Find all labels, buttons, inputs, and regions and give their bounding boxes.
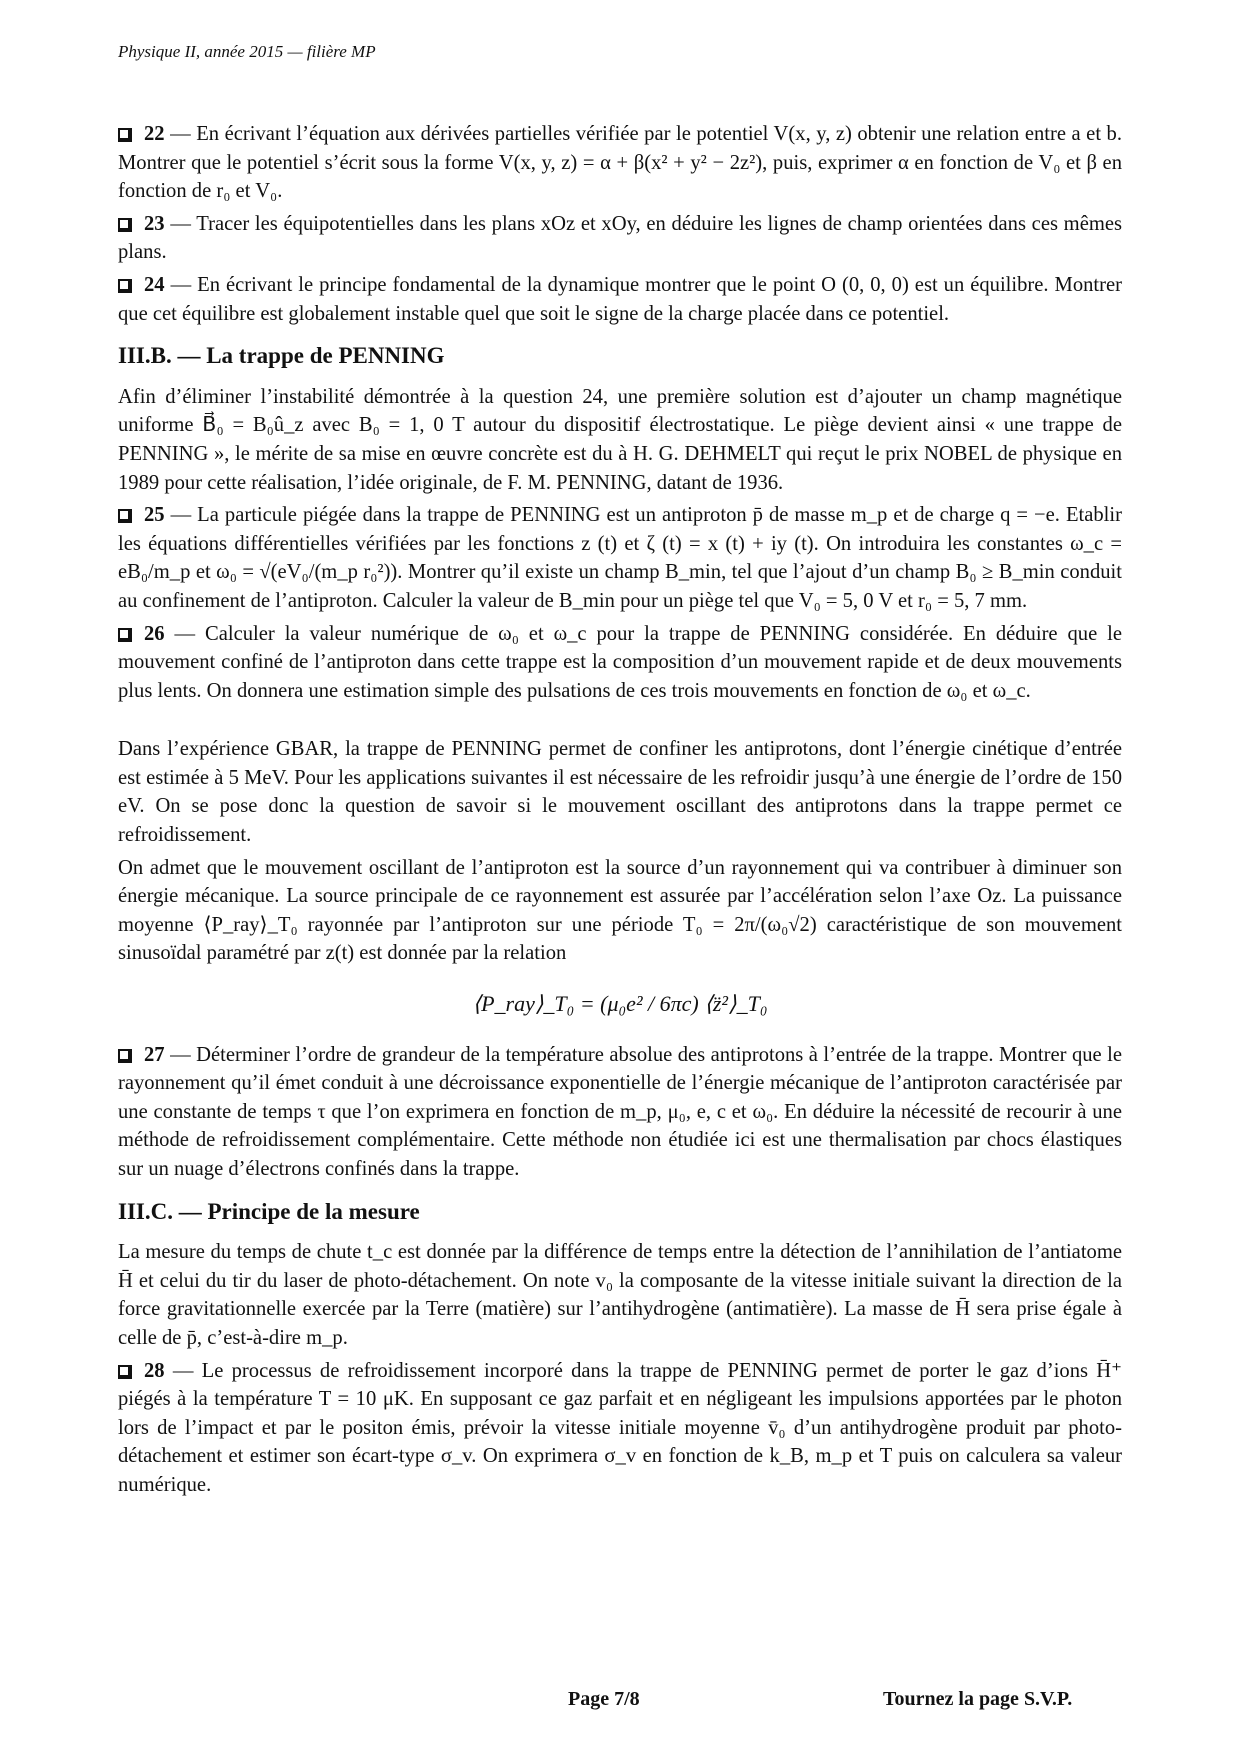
checkbox-icon bbox=[118, 509, 132, 523]
running-header: Physique II, année 2015 — filière MP bbox=[118, 42, 376, 61]
question-number: 27 bbox=[144, 1043, 165, 1066]
question-text: — La particule piégée dans la trappe de PENNING est un antiproton p̄ de masse m_p et de charge q = −e. Etablir les équations différentielles vérifiées par les fonctions z (t) et ζ (t) = x (t) + iy (t). On introduira les constantes ω_c = eB₀/m_p et ω₀ = √(eV₀/(m_p r₀²)). Montrer qu’il existe un champ B_min, tel que l’ajout d’un champ B₀ ≥ B_min conduit au confinement de l’antiproton. Calculer la valeur de B_min pour un piège tel que V₀ = 5, 0 V et r₀ = 5, 7 mm. bbox=[118, 504, 1122, 612]
question-text: — En écrivant l’équation aux dérivées partielles vérifiée par le potentiel V(x, y, z) obtenir une relation entre a et b. Montrer que le potentiel s’écrit sous la forme V(x, y, z) = α + β(x² + y² − 2z²), puis, exprimer α en fonction de V₀ et β en fonction de r₀ et V₀. bbox=[118, 123, 1122, 203]
checkbox-icon bbox=[118, 279, 132, 293]
question-27 bbox=[118, 1041, 1122, 1184]
section-heading-iii-c: III.C. — Principe de la mesure bbox=[118, 1198, 420, 1224]
checkbox-icon bbox=[118, 218, 132, 232]
question-number: 22 bbox=[144, 123, 165, 145]
paragraph-measurement: La mesure du temps de chute t_c est donnée par la différence de temps entre la détection de l’annihilation de l’antiatome H̄ et celui du tir du laser de photo-détachement. On note v₀ la composante de la vitesse initiale suivant la direction de la force gravitationnelle exercée par la Terre (matière) sur l’antihydrogène (antimatière). La masse de H̄ sera prise égale à celle de p̄, c’est-à-dire m_p. bbox=[118, 1241, 1122, 1349]
spacer bbox=[118, 709, 1122, 735]
question-text: — Tracer les équipotentielles dans les plans xOz et xOy, en déduire les lignes de champ orientées dans ces mêmes plans. bbox=[118, 212, 1123, 264]
question-24 bbox=[118, 271, 1122, 328]
question-number: 26 bbox=[144, 622, 165, 645]
turn-page-note: Tournez la page S.V.P. bbox=[883, 1688, 1073, 1710]
paragraph-gbar: Dans l’expérience GBAR, la trappe de PENNING permet de confiner les antiprotons, dont l’énergie cinétique d’entrée est estimée à 5 MeV. Pour les applications suivantes il est nécessaire de les refroidir jusqu’à une énergie de l’ordre de 150 eV. On se pose donc la question de savoir si le mouvement oscillant des antiprotons dans la trappe permet ce refroidissement. bbox=[118, 738, 1122, 847]
question-number: 24 bbox=[144, 273, 165, 296]
question-text: — En écrivant le principe fondamental de la dynamique montrer que le point O (0, 0, 0) est un équilibre. Montrer que cet équilibre est globalement instable quel que soit le signe de la charge placée dans ce potentiel. bbox=[118, 273, 1123, 325]
question-26 bbox=[118, 620, 1122, 706]
section-heading-iii-b: III.B. — La trappe de PENNING bbox=[118, 343, 445, 369]
checkbox-icon bbox=[118, 628, 132, 642]
question-text: — Le processus de refroidissement incorporé dans la trappe de PENNING permet de porter le gaz d’ions H̄⁺ piégés à la température T = 10 μK. En supposant ce gaz parfait et en négligeant les impulsions apportées par le photon lors de l’impact et par le positon émis, prévoir la vitesse initiale moyenne v̄₀ d’un antihydrogène produit par photo-détachement et estimer son écart-type σ_v. On exprimera σ_v en fonction de k_B, m_p et T puis on calculera sa valeur numérique. bbox=[118, 1359, 1123, 1496]
paragraph-penning-intro: Afin d’éliminer l’instabilité démontrée à la question 24, une première solution est d’ajouter un champ magnétique uniforme B⃗₀ = B₀û_z avec B₀ = 1, 0 T autour du dispositif électrostatique. Le piège devient ainsi « une trappe de PENNING », le mérite de sa mise en œuvre concrète est du à H. G. DEHMELT qui reçut le prix NOBEL de physique en 1989 pour cette réalisation, l’idée originale, de F. M. PENNING, datant de 1936. bbox=[118, 385, 1122, 494]
checkbox-icon bbox=[118, 128, 132, 142]
question-25 bbox=[118, 501, 1122, 615]
radiated-power-equation: ⟨P_ray⟩_T₀ = (μ₀e² / 6πc) ⟨z̈²⟩_T₀ bbox=[472, 991, 768, 1017]
page-content bbox=[118, 120, 1122, 1504]
question-number: 28 bbox=[144, 1359, 165, 1382]
question-text: — Calculer la valeur numérique de ω₀ et ω_c pour la trappe de PENNING considérée. En déduire que le mouvement confiné de l’antiproton dans cette trappe est la composition d’un mouvement rapide et de deux mouvements plus lents. On donnera une estimation simple des pulsations de ces trois mouvements en fonction de ω₀ et ω_c. bbox=[118, 622, 1122, 702]
question-23 bbox=[118, 210, 1122, 267]
checkbox-icon bbox=[118, 1365, 132, 1379]
question-22 bbox=[118, 120, 1122, 206]
question-number: 23 bbox=[144, 212, 165, 235]
paragraph-radiation: On admet que le mouvement oscillant de l’antiproton est la source d’un rayonnement qui va contribuer à diminuer son énergie mécanique. La source principale de ce rayonnement est assurée par l’accélération selon l’axe Oz. La puissance moyenne ⟨P_ray⟩_T₀ rayonnée par l’antiproton sur une période T₀ = 2π/(ω₀√2) caractéristique de son mouvement sinusoïdal paramétré par z(t) est donnée par la relation bbox=[118, 856, 1122, 965]
question-text: — Déterminer l’ordre de grandeur de la température absolue des antiprotons à l’entrée de la trappe. Montrer que le rayonnement qu’il émet conduit à une décroissance exponentielle de l’énergie mécanique de l’antiproton caractérisée par une constante de temps τ que l’on exprimera en fonction de m_p, μ₀, e, c et ω₀. En déduire la nécessité de recourir à une méthode de refroidissement complémentaire. Cette méthode non étudiée ici est une thermalisation par chocs élastiques sur un nuage d’électrons confinés dans la trappe. bbox=[118, 1043, 1122, 1180]
checkbox-icon bbox=[118, 1049, 132, 1063]
question-number: 25 bbox=[144, 504, 165, 527]
question-28 bbox=[118, 1357, 1122, 1500]
page-number: Page 7/8 bbox=[568, 1688, 640, 1710]
